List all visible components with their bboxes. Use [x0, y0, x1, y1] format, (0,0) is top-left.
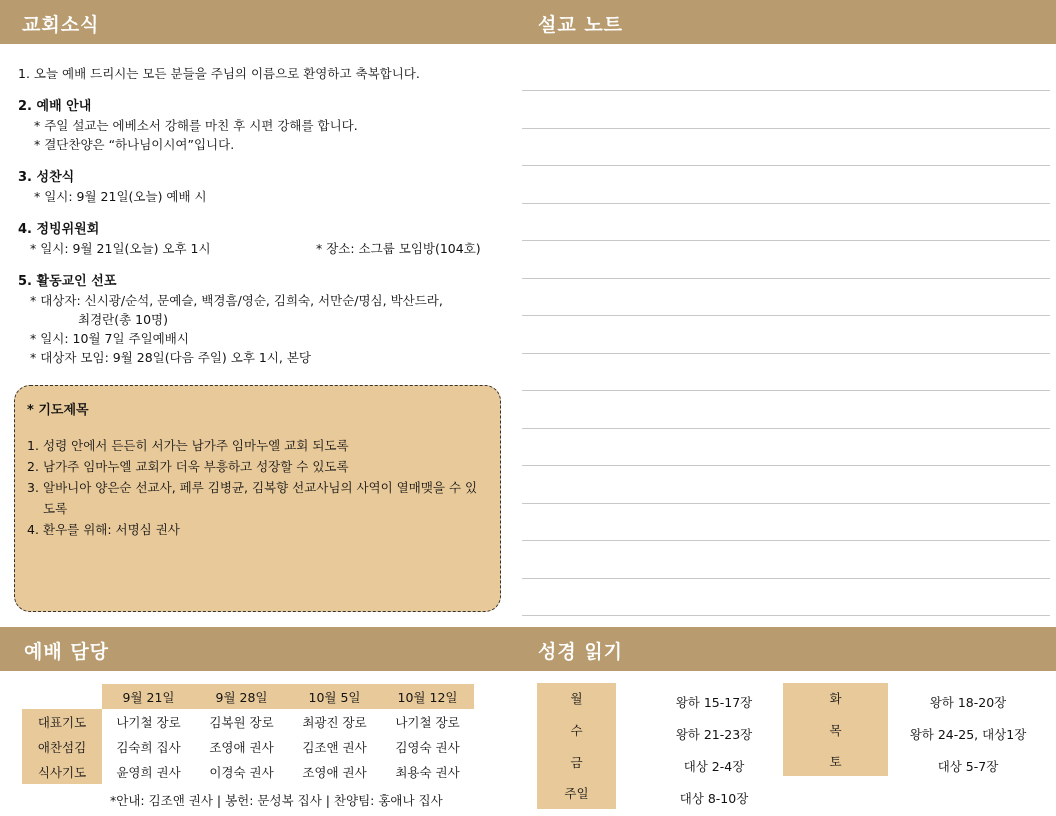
- note-line: [522, 390, 1050, 391]
- duty-footer: *안내: 김조앤 권사 | 봉헌: 문성복 집사 | 찬양팀: 홍애나 집사: [110, 793, 443, 808]
- note-line: [522, 615, 1050, 616]
- news-item-active-members: 5. 활동교인 선포 * 대상자: 신시광/순석, 문예슬, 백경흠/영순, 김희숙, 서만순/명심, 박산드라, 최경란(총 10명) * 일시: 10월 7일 주일예배시 * 대상자 모임: 9월 28일(다음 주일) 오후 1시, 본당: [18, 274, 443, 365]
- duty-section-title: 예배 담당: [24, 641, 110, 663]
- day-label: 토: [783, 747, 888, 776]
- note-line: [522, 90, 1050, 91]
- prayer-requests-box: [14, 385, 501, 612]
- top-header-bar: [0, 0, 1056, 44]
- news-item-communion: 3. 성찬식 * 일시: 9월 21일(오늘) 예배 시: [18, 170, 207, 204]
- reading-text: 대상 8-10장: [679, 791, 749, 806]
- note-line: [522, 353, 1050, 354]
- note-line: [522, 315, 1050, 316]
- prayer-title: * 기도제목: [27, 403, 89, 418]
- duty-role: 식사기도: [22, 759, 102, 784]
- day-label: 월: [537, 683, 616, 715]
- day-label: 수: [537, 715, 616, 747]
- news-item-worship-info: 2. 예배 안내 * 주일 설교는 에베소서 강해를 마친 후 시편 강해를 합니다. * 결단찬양은 “하나님이시여”입니다.: [18, 99, 358, 152]
- table-row: 식사기도 윤영희 권사 이경숙 권사 조영애 권사 최용숙 권사: [22, 759, 474, 784]
- news-section-title: 교회소식: [22, 14, 100, 36]
- sermon-notes-title: 설교 노트: [538, 14, 624, 36]
- duty-date: 9월 28일: [195, 684, 288, 709]
- duty-header-row: [22, 684, 474, 709]
- note-line: [522, 128, 1050, 129]
- reading-text: 왕하 18-20장: [929, 695, 1007, 710]
- news-item-welcome: 1. 오늘 예배 드리시는 모든 분들을 주님의 이름으로 환영하고 축복합니다.: [18, 66, 420, 81]
- note-line: [522, 165, 1050, 166]
- reading-text: 왕하 24-25, 대상1장: [909, 727, 1027, 742]
- note-line: [522, 540, 1050, 541]
- church-news: [18, 64, 508, 381]
- day-label: 주일: [537, 779, 616, 809]
- note-line: [522, 428, 1050, 429]
- note-line: [522, 503, 1050, 504]
- reading-text: 왕하 21-23장: [675, 727, 753, 742]
- sermon-notes-area[interactable]: [522, 52, 1050, 622]
- note-line: [522, 203, 1050, 204]
- duty-date: 10월 12일: [381, 684, 474, 709]
- day-label: 목: [783, 715, 888, 747]
- note-line: [522, 465, 1050, 466]
- day-label: 금: [537, 747, 616, 779]
- reading-text: 대상 5-7장: [937, 759, 999, 774]
- table-row: 애찬섬김 김숙희 집사 조영애 권사 김조앤 권사 김영숙 권사: [22, 734, 474, 759]
- worship-duty-table: [22, 684, 474, 784]
- duty-date: 9월 21일: [102, 684, 195, 709]
- prayer-item: 4. 환우를 위해: 서명심 권사: [27, 522, 180, 537]
- reading-text: 대상 2-4장: [683, 759, 745, 774]
- bottom-header-bar: [0, 627, 1056, 671]
- note-line: [522, 278, 1050, 279]
- duty-role: 대표기도: [22, 709, 102, 734]
- prayer-item: 1. 성령 안에서 든든히 서가는 남가주 임마누엘 교회 되도록: [27, 438, 349, 453]
- day-label: 화: [783, 683, 888, 715]
- prayer-item: 2. 남가주 임마누엘 교회가 더욱 부흥하고 성장할 수 있도록: [27, 459, 349, 474]
- note-line: [522, 578, 1050, 579]
- reading-text: 왕하 15-17장: [675, 695, 753, 710]
- news-item-committee: 4. 정빙위원회 * 일시: 9월 21일(오늘) 오후 1시 * 장소: 소그룹 모임방(104호): [18, 222, 481, 256]
- duty-role: 애찬섬김: [22, 734, 102, 759]
- prayer-item: 3. 알바니아 양은순 선교사, 페루 김병균, 김복향 선교사님의 사역이 열매맺을 수 있도록: [27, 480, 478, 516]
- bible-reading-title: 성경 읽기: [538, 641, 624, 663]
- table-row: 대표기도 나기철 장로 김복원 장로 최광진 장로 나기철 장로: [22, 709, 474, 734]
- note-line: [522, 240, 1050, 241]
- duty-date: 10월 5일: [288, 684, 381, 709]
